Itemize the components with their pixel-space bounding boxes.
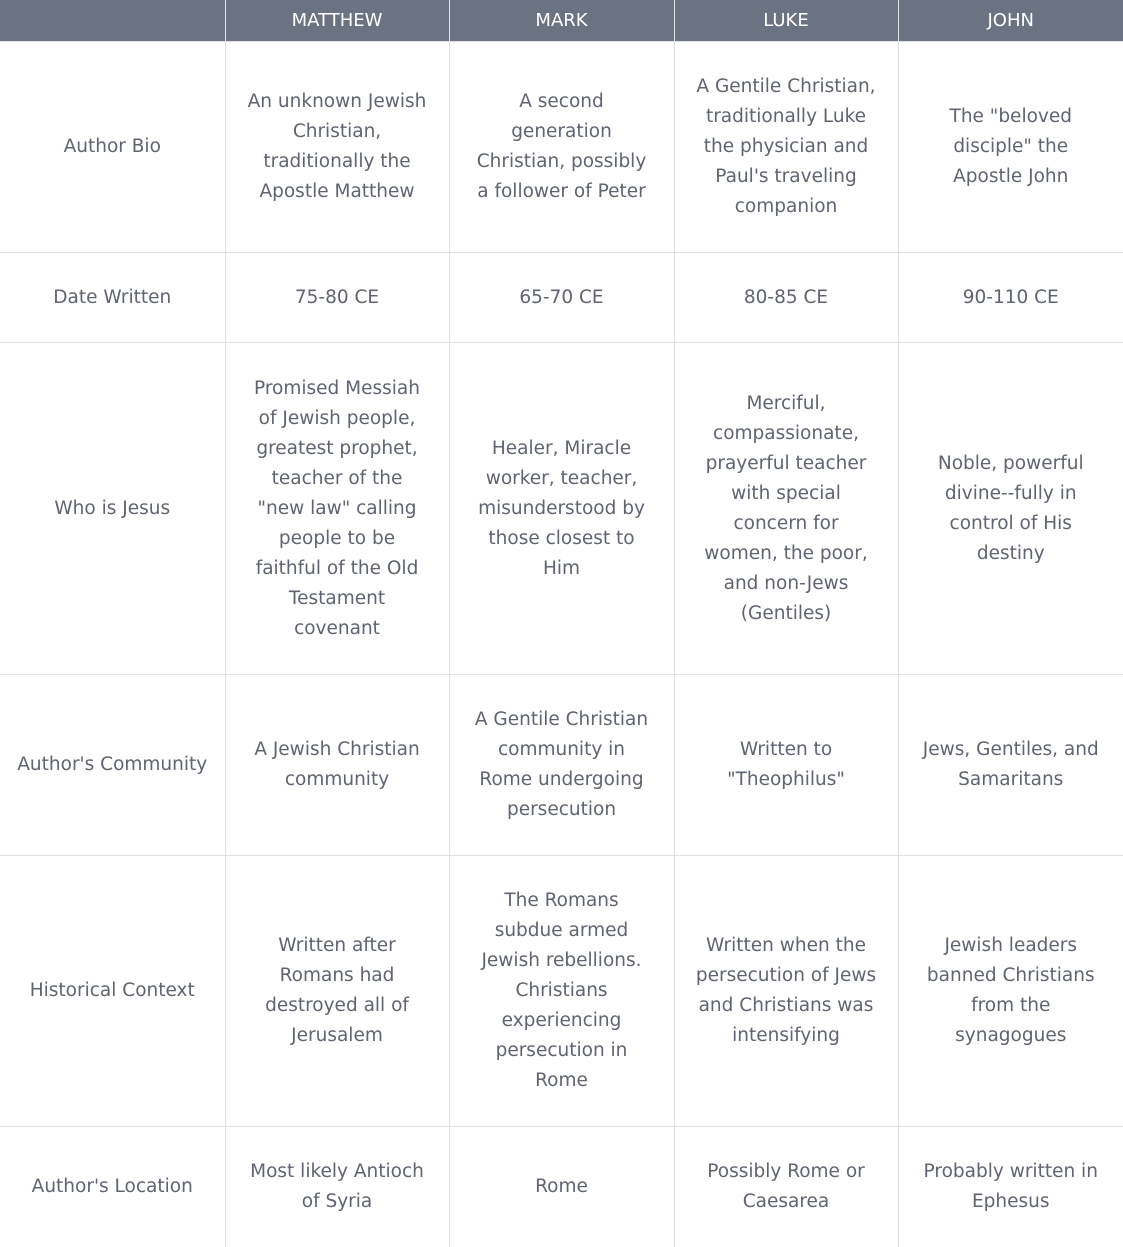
table-row-authors-community [0, 674, 1123, 855]
column-header-john: JOHN [898, 0, 1123, 42]
table-cell: The Romans subdue armed Jewish rebellions. Christians experiencing persecution in Rome [449, 855, 674, 1126]
table-cell: Merciful, compassionate, prayerful teacher with special concern for women, the poor, and non-Jews (Gentiles) [674, 343, 898, 675]
row-label: Who is Jesus [0, 343, 225, 675]
table-row-historical-context [0, 855, 1123, 1126]
column-header-mark: MARK [449, 0, 674, 42]
table-row-author-bio [0, 42, 1123, 253]
table-cell: Possibly Rome or Caesarea [674, 1126, 898, 1247]
table-cell: 80-85 CE [674, 252, 898, 342]
table-cell: A Jewish Christian community [225, 674, 449, 855]
header-row [0, 0, 1123, 42]
column-header-luke: LUKE [674, 0, 898, 42]
table-cell: 75-80 CE [225, 252, 449, 342]
table-cell: Jews, Gentiles, and Samaritans [898, 674, 1123, 855]
table-cell: Written when the persecution of Jews and Christians was intensifying [674, 855, 898, 1126]
table-cell: Rome [449, 1126, 674, 1247]
table-cell: 90-110 CE [898, 252, 1123, 342]
table-cell: Probably written in Ephesus [898, 1126, 1123, 1247]
row-label: Author Bio [0, 42, 225, 253]
column-header-matthew: MATTHEW [225, 0, 449, 42]
table-cell: 65-70 CE [449, 252, 674, 342]
row-label: Author's Location [0, 1126, 225, 1247]
row-label: Historical Context [0, 855, 225, 1126]
table-cell: Written to "Theophilus" [674, 674, 898, 855]
table-cell: A Gentile Christian, traditionally Luke the physician and Paul's traveling companion [674, 42, 898, 253]
table-cell: Healer, Miracle worker, teacher, misunderstood by those closest to Him [449, 343, 674, 675]
table-cell: A second generation Christian, possibly a follower of Peter [449, 42, 674, 253]
table-row-date-written [0, 252, 1123, 342]
table-cell: A Gentile Christian community in Rome undergoing persecution [449, 674, 674, 855]
row-label: Author's Community [0, 674, 225, 855]
table-cell: Promised Messiah of Jewish people, greatest prophet, teacher of the "new law" calling people to be faithful of the Old Testament covenant [225, 343, 449, 675]
row-label: Date Written [0, 252, 225, 342]
table-cell: An unknown Jewish Christian, traditionally the Apostle Matthew [225, 42, 449, 253]
table-row-who-is-jesus [0, 343, 1123, 675]
table-cell: Most likely Antioch of Syria [225, 1126, 449, 1247]
table-cell: Jewish leaders banned Christians from the synagogues [898, 855, 1123, 1126]
table-cell: Written after Romans had destroyed all of Jerusalem [225, 855, 449, 1126]
header-corner-cell [0, 0, 225, 42]
table-cell: Noble, powerful divine--fully in control of His destiny [898, 343, 1123, 675]
table-row-authors-location [0, 1126, 1123, 1247]
table-cell: The "beloved disciple" the Apostle John [898, 42, 1123, 253]
